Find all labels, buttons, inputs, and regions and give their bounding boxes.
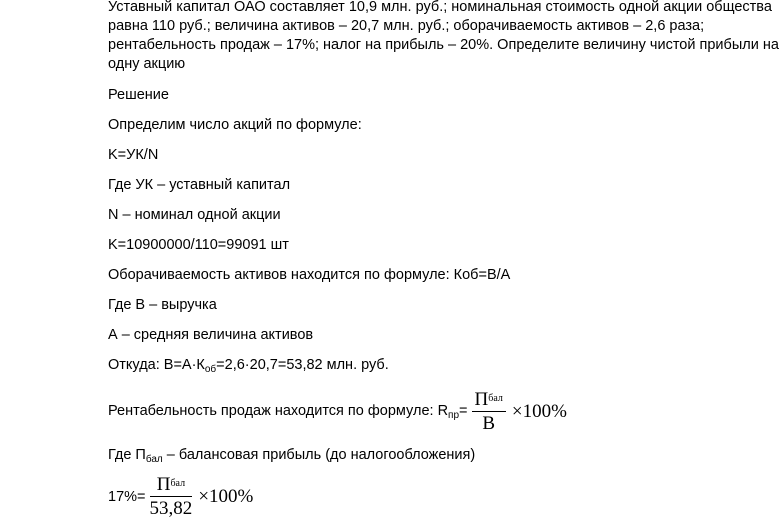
- p-bal-subscript: бал: [145, 454, 163, 465]
- solution-heading: Решение: [108, 87, 169, 103]
- formula-k: K=УК/N: [108, 147, 159, 163]
- revenue-subscript: об: [204, 364, 217, 375]
- equation-prefix: 17%=: [108, 488, 146, 505]
- revenue-calculation: [108, 356, 389, 379]
- revenue-prefix: Откуда: В=А·К: [108, 357, 205, 373]
- fraction-denominator: 53,82: [149, 498, 193, 519]
- turnover-formula: Оборачиваемость активов находится по формуле: Коб=В/А: [108, 267, 511, 283]
- profitability-label: Рентабельность продаж находится по формуле: $R_{пр}=$: [108, 402, 468, 421]
- equation-fraction: [150, 474, 193, 519]
- definition-a: А – средняя величина активов: [108, 327, 314, 343]
- profitability-subscript: пр: [448, 409, 460, 421]
- profitability-fraction: [472, 389, 506, 434]
- fraction-numerator: $П^{бал}$: [150, 474, 193, 497]
- problem-line-3: рентабельность продаж – 17%; налог на прибыль – 20%. Определите величину чистой прибыли на: [108, 37, 779, 53]
- equation-17-percent: [108, 474, 253, 519]
- times-100-percent: ×100%: [198, 485, 254, 507]
- calculation-k: K=10900000/110=99091 шт: [108, 237, 289, 253]
- definition-p-bal: Где $П_{бал}$ – балансовая прибыль (до налогообложения): [108, 447, 476, 465]
- profitability-formula: [108, 389, 567, 434]
- definition-uk: Где УК – уставный капитал: [108, 177, 291, 193]
- problem-line-2: равна 110 руб.; величина активов – 20,7 млн. руб.; оборачиваемость активов – 2,6 раза;: [108, 18, 705, 34]
- numerator-subscript: бал: [488, 393, 503, 404]
- fraction-denominator: В: [482, 413, 496, 434]
- problem-line-1: Уставный капитал ОАО составляет 10,9 млн. руб.; номинальная стоимость одной акции общества: [108, 0, 772, 15]
- definition-v: Где В – выручка: [108, 297, 217, 313]
- problem-line-4: одну акцию: [108, 56, 186, 72]
- fraction-numerator: $П^{бал}$: [472, 389, 506, 412]
- definition-n: N – номинал одной акции: [108, 207, 281, 223]
- revenue-suffix: =2,6·20,7=53,82 млн. руб.: [216, 357, 389, 373]
- step-shares-formula-intro: Определим число акций по формуле:: [108, 117, 362, 133]
- numerator-subscript: бал: [170, 478, 186, 489]
- times-100-percent: ×100%: [511, 400, 567, 422]
